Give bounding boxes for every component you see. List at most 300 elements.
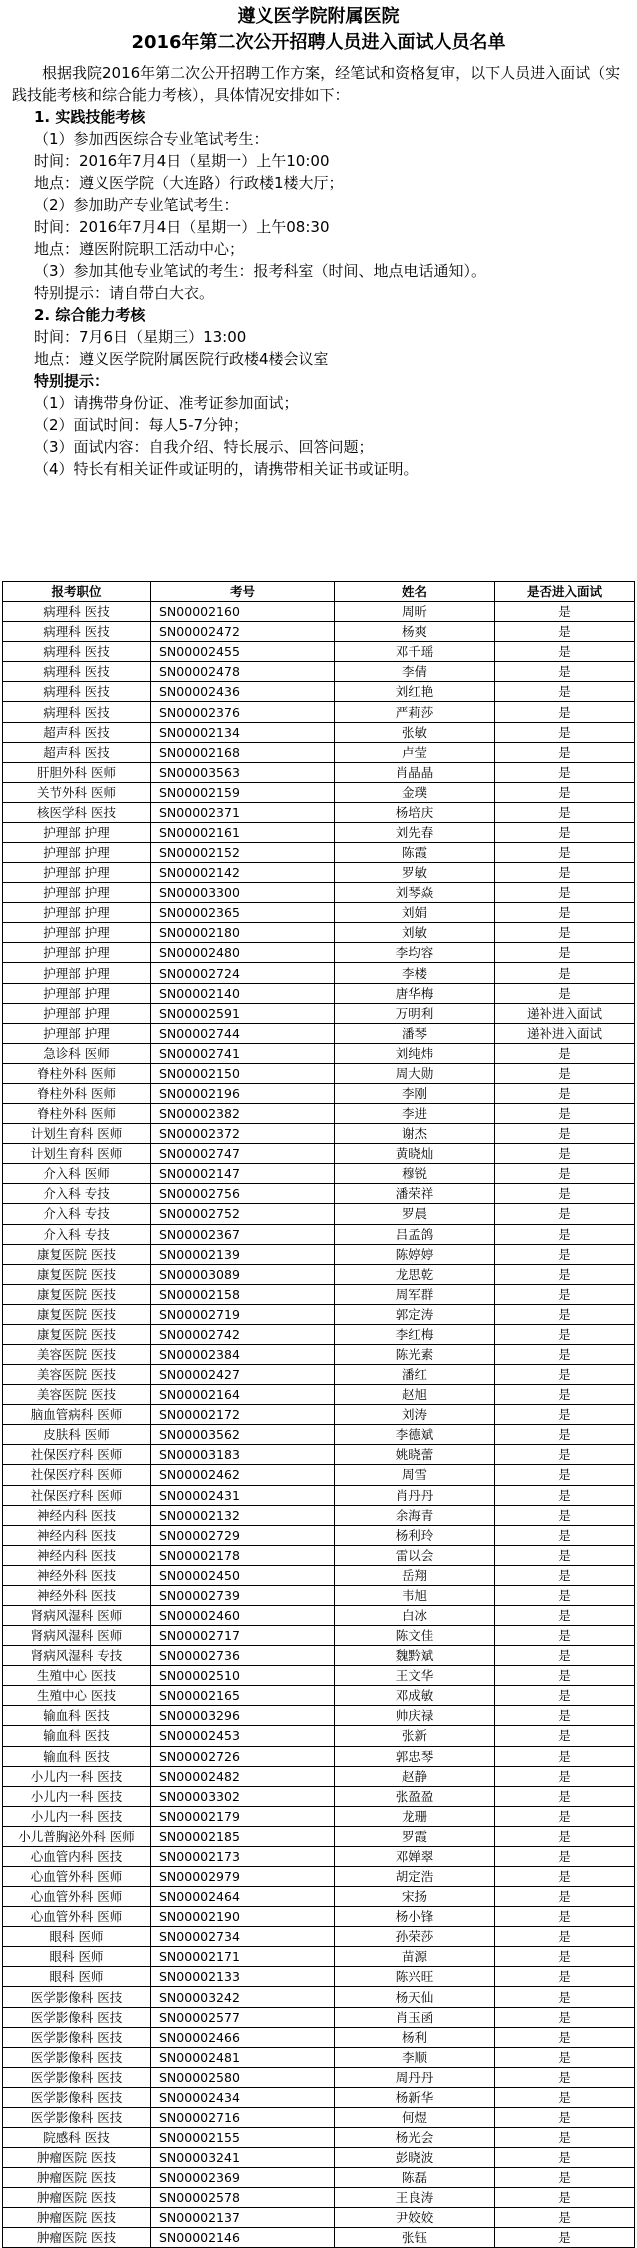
cell-interview-status: 是 — [495, 1043, 635, 1063]
cell-position: 急诊科 医师 — [3, 1043, 151, 1063]
cell-interview-status: 是 — [495, 1465, 635, 1485]
cell-name: 何煜 — [335, 2107, 495, 2127]
table-row — [3, 1204, 635, 1224]
document-title: 遵义医学院附属医院 — [237, 6, 400, 27]
cell-position: 护理部 护理 — [3, 863, 151, 883]
cell-exam-number: SN00002480 — [151, 943, 335, 963]
table-row — [3, 2047, 635, 2067]
table-row — [3, 1726, 635, 1746]
cell-name: 苗源 — [335, 1947, 495, 1967]
candidate-table — [2, 581, 635, 2248]
cell-interview-status: 是 — [495, 1244, 635, 1264]
table-row — [3, 883, 635, 903]
table-row — [3, 1585, 635, 1605]
table-row — [3, 1826, 635, 1846]
cell-position: 输血科 医技 — [3, 1706, 151, 1726]
cell-interview-status: 是 — [495, 1987, 635, 2007]
table-row — [3, 702, 635, 722]
table-row — [3, 762, 635, 782]
cell-position: 计划生育科 医师 — [3, 1124, 151, 1144]
section1-line: （2）参加助产专业笔试考生： — [34, 196, 239, 214]
table-row — [3, 2228, 635, 2248]
cell-interview-status: 是 — [495, 1867, 635, 1887]
cell-interview-status: 是 — [495, 782, 635, 802]
table-row — [3, 843, 635, 863]
cell-exam-number: SN00002164 — [151, 1385, 335, 1405]
section2-heading: 2. 综合能力考核 — [34, 306, 146, 324]
cell-name: 郭定涛 — [335, 1304, 495, 1324]
cell-interview-status: 是 — [495, 1806, 635, 1826]
cell-exam-number: SN00002158 — [151, 1284, 335, 1304]
cell-position: 脊柱外科 医师 — [3, 1083, 151, 1103]
cell-position: 护理部 护理 — [3, 903, 151, 923]
cell-position: 护理部 护理 — [3, 843, 151, 863]
cell-exam-number: SN00002171 — [151, 1947, 335, 1967]
cell-interview-status: 是 — [495, 802, 635, 822]
cell-position: 小儿内一科 医技 — [3, 1786, 151, 1806]
cell-name: 李楼 — [335, 963, 495, 983]
cell-exam-number: SN00002147 — [151, 1164, 335, 1184]
cell-position: 医学影像科 医技 — [3, 2007, 151, 2027]
section1-line: 特别提示：请自带白大衣。 — [34, 284, 215, 302]
cell-name: 雷以会 — [335, 1545, 495, 1565]
cell-exam-number: SN00002185 — [151, 1826, 335, 1846]
cell-position: 眼科 医师 — [3, 1967, 151, 1987]
cell-name: 周昕 — [335, 602, 495, 622]
cell-interview-status: 是 — [495, 2007, 635, 2027]
cell-interview-status: 是 — [495, 1104, 635, 1124]
cell-name: 刘红艳 — [335, 682, 495, 702]
header-position: 报考职位 — [3, 582, 151, 602]
cell-name: 韦旭 — [335, 1585, 495, 1605]
cell-exam-number: SN00002752 — [151, 1204, 335, 1224]
cell-name: 王良涛 — [335, 2188, 495, 2208]
cell-name: 张盈盈 — [335, 1786, 495, 1806]
cell-interview-status: 是 — [495, 2148, 635, 2168]
cell-name: 姚晓蕾 — [335, 1445, 495, 1465]
cell-position: 生殖中心 医技 — [3, 1686, 151, 1706]
cell-exam-number: SN00002578 — [151, 2188, 335, 2208]
cell-interview-status: 是 — [495, 1324, 635, 1344]
table-row — [3, 1686, 635, 1706]
cell-position: 病理科 医技 — [3, 622, 151, 642]
table-row — [3, 1806, 635, 1826]
cell-interview-status: 是 — [495, 903, 635, 923]
table-row — [3, 1144, 635, 1164]
cell-interview-status: 是 — [495, 883, 635, 903]
cell-exam-number: SN00003302 — [151, 1786, 335, 1806]
cell-exam-number: SN00002431 — [151, 1485, 335, 1505]
cell-interview-status: 是 — [495, 602, 635, 622]
cell-interview-status: 递补进入面试 — [495, 1023, 635, 1043]
table-row — [3, 863, 635, 883]
cell-position: 神经外科 医技 — [3, 1565, 151, 1585]
cell-position: 肿瘤医院 医技 — [3, 2228, 151, 2248]
cell-exam-number: SN00002139 — [151, 1244, 335, 1264]
cell-exam-number: SN00002436 — [151, 682, 335, 702]
cell-exam-number: SN00002133 — [151, 1967, 335, 1987]
section1-line: 地点：遵医附院职工活动中心； — [34, 240, 245, 258]
cell-name: 李德斌 — [335, 1425, 495, 1445]
cell-interview-status: 是 — [495, 1184, 635, 1204]
cell-interview-status: 是 — [495, 722, 635, 742]
cell-exam-number: SN00002190 — [151, 1907, 335, 1927]
cell-position: 心血管内科 医技 — [3, 1846, 151, 1866]
cell-exam-number: SN00002173 — [151, 1846, 335, 1866]
cell-position: 肾病风湿科 医师 — [3, 1605, 151, 1625]
cell-exam-number: SN00003183 — [151, 1445, 335, 1465]
cell-position: 神经内科 医技 — [3, 1525, 151, 1545]
cell-interview-status: 是 — [495, 1204, 635, 1224]
cell-exam-number: SN00002729 — [151, 1525, 335, 1545]
intro-paragraph — [0, 62, 637, 106]
section1-line: 时间：2016年7月4日（星期一）上午10:00 — [34, 152, 330, 170]
cell-position: 美容医院 医技 — [3, 1344, 151, 1364]
cell-exam-number: SN00002726 — [151, 1746, 335, 1766]
cell-name: 邓婵翠 — [335, 1846, 495, 1866]
cell-interview-status: 是 — [495, 1063, 635, 1083]
cell-position: 病理科 医技 — [3, 642, 151, 662]
table-row — [3, 622, 635, 642]
cell-position: 美容医院 医技 — [3, 1365, 151, 1385]
cell-exam-number: SN00003563 — [151, 762, 335, 782]
cell-position: 肿瘤医院 医技 — [3, 2168, 151, 2188]
section1-line: （1）参加西医综合专业笔试考生： — [34, 130, 269, 148]
cell-position: 社保医疗科 医师 — [3, 1485, 151, 1505]
cell-name: 杨小锋 — [335, 1907, 495, 1927]
cell-name: 肖晶晶 — [335, 762, 495, 782]
notice-line: （4）特长有相关证件或证明的，请携带相关证书或证明。 — [34, 460, 419, 478]
cell-exam-number: SN00002172 — [151, 1405, 335, 1425]
section1-line: 地点：遵义医学院（大连路）行政楼1楼大厅； — [34, 174, 344, 192]
cell-interview-status: 是 — [495, 762, 635, 782]
cell-position: 介入科 专技 — [3, 1224, 151, 1244]
table-row — [3, 1786, 635, 1806]
cell-position: 肿瘤医院 医技 — [3, 2148, 151, 2168]
section2-items — [0, 326, 637, 370]
table-row — [3, 1425, 635, 1445]
cell-name: 李红梅 — [335, 1324, 495, 1344]
table-row — [3, 2027, 635, 2047]
document-subtitle: 2016年第二次公开招聘人员进入面试人员名单 — [131, 32, 506, 53]
cell-exam-number: SN00002742 — [151, 1324, 335, 1344]
table-row — [3, 1003, 635, 1023]
cell-name: 刘琴焱 — [335, 883, 495, 903]
cell-interview-status: 是 — [495, 2027, 635, 2047]
table-row — [3, 1646, 635, 1666]
cell-exam-number: SN00002747 — [151, 1144, 335, 1164]
cell-interview-status: 是 — [495, 1224, 635, 1244]
cell-position: 康复医院 医技 — [3, 1304, 151, 1324]
table-row — [3, 662, 635, 682]
table-row — [3, 2087, 635, 2107]
cell-interview-status: 是 — [495, 1726, 635, 1746]
cell-position: 介入科 专技 — [3, 1204, 151, 1224]
cell-position: 社保医疗科 医师 — [3, 1445, 151, 1465]
notice-items — [0, 392, 637, 480]
cell-name: 陈兴旺 — [335, 1967, 495, 1987]
cell-position: 院感科 医技 — [3, 2128, 151, 2148]
cell-exam-number: SN00002376 — [151, 702, 335, 722]
cell-interview-status: 是 — [495, 662, 635, 682]
cell-name: 胡定浩 — [335, 1867, 495, 1887]
cell-interview-status: 是 — [495, 1646, 635, 1666]
cell-exam-number: SN00002739 — [151, 1585, 335, 1605]
cell-interview-status: 是 — [495, 1344, 635, 1364]
cell-exam-number: SN00002152 — [151, 843, 335, 863]
cell-exam-number: SN00002455 — [151, 642, 335, 662]
table-row — [3, 2208, 635, 2228]
cell-name: 吕孟鸽 — [335, 1224, 495, 1244]
cell-exam-number: SN00002196 — [151, 1083, 335, 1103]
cell-exam-number: SN00002142 — [151, 863, 335, 883]
cell-name: 李倩 — [335, 662, 495, 682]
cell-name: 王文华 — [335, 1666, 495, 1686]
cell-interview-status: 是 — [495, 1907, 635, 1927]
cell-position: 护理部 护理 — [3, 943, 151, 963]
cell-position: 神经外科 医技 — [3, 1585, 151, 1605]
cell-interview-status: 是 — [495, 1284, 635, 1304]
cell-interview-status: 是 — [495, 2067, 635, 2087]
cell-interview-status: 是 — [495, 2128, 635, 2148]
cell-position: 生殖中心 医技 — [3, 1666, 151, 1686]
cell-interview-status: 是 — [495, 1264, 635, 1284]
cell-exam-number: SN00002160 — [151, 602, 335, 622]
cell-exam-number: SN00002464 — [151, 1887, 335, 1907]
cell-name: 黄晓灿 — [335, 1144, 495, 1164]
cell-position: 皮肤科 医师 — [3, 1425, 151, 1445]
cell-interview-status: 是 — [495, 1425, 635, 1445]
table-row — [3, 2107, 635, 2127]
cell-exam-number: SN00002756 — [151, 1184, 335, 1204]
cell-exam-number: SN00003242 — [151, 1987, 335, 2007]
cell-position: 病理科 医技 — [3, 602, 151, 622]
cell-interview-status: 是 — [495, 1826, 635, 1846]
cell-interview-status: 是 — [495, 2107, 635, 2127]
cell-position: 肝胆外科 医师 — [3, 762, 151, 782]
cell-name: 刘纯炜 — [335, 1043, 495, 1063]
table-row — [3, 1465, 635, 1485]
cell-interview-status: 是 — [495, 642, 635, 662]
table-row — [3, 1666, 635, 1686]
cell-interview-status: 是 — [495, 682, 635, 702]
cell-interview-status: 是 — [495, 1485, 635, 1505]
cell-name: 白冰 — [335, 1605, 495, 1625]
cell-position: 超声科 医技 — [3, 722, 151, 742]
table-row — [3, 1706, 635, 1726]
table-row — [3, 2067, 635, 2087]
cell-position: 关节外科 医师 — [3, 782, 151, 802]
cell-name: 邓千瑶 — [335, 642, 495, 662]
cell-name: 刘娟 — [335, 903, 495, 923]
cell-exam-number: SN00002150 — [151, 1063, 335, 1083]
table-row — [3, 983, 635, 1003]
cell-exam-number: SN00002736 — [151, 1646, 335, 1666]
table-row — [3, 822, 635, 842]
cell-interview-status: 是 — [495, 943, 635, 963]
table-row — [3, 1605, 635, 1625]
cell-name: 唐华梅 — [335, 983, 495, 1003]
table-row — [3, 1224, 635, 1244]
cell-position: 护理部 护理 — [3, 883, 151, 903]
table-row — [3, 1344, 635, 1364]
table-row — [3, 1967, 635, 1987]
table-row — [3, 742, 635, 762]
cell-exam-number: SN00002434 — [151, 2087, 335, 2107]
cell-position: 护理部 护理 — [3, 983, 151, 1003]
cell-interview-status: 是 — [495, 1927, 635, 1947]
cell-position: 医学影像科 医技 — [3, 2107, 151, 2127]
cell-interview-status: 是 — [495, 1706, 635, 1726]
cell-name: 陈磊 — [335, 2168, 495, 2188]
cell-position: 介入科 医师 — [3, 1164, 151, 1184]
table-row — [3, 2188, 635, 2208]
cell-exam-number: SN00002460 — [151, 1605, 335, 1625]
cell-interview-status: 是 — [495, 2087, 635, 2107]
table-row — [3, 1545, 635, 1565]
cell-exam-number: SN00002367 — [151, 1224, 335, 1244]
cell-position: 脊柱外科 医师 — [3, 1104, 151, 1124]
cell-name: 张钰 — [335, 2228, 495, 2248]
cell-position: 医学影像科 医技 — [3, 2087, 151, 2107]
cell-position: 病理科 医技 — [3, 702, 151, 722]
cell-interview-status: 是 — [495, 1746, 635, 1766]
table-row — [3, 1525, 635, 1545]
cell-name: 陈文佳 — [335, 1626, 495, 1646]
cell-name: 潘琴 — [335, 1023, 495, 1043]
cell-exam-number: SN00003296 — [151, 1706, 335, 1726]
table-row — [3, 1746, 635, 1766]
cell-interview-status: 是 — [495, 1846, 635, 1866]
cell-name: 帅庆禄 — [335, 1706, 495, 1726]
cell-interview-status: 是 — [495, 702, 635, 722]
table-row — [3, 722, 635, 742]
cell-exam-number: SN00002591 — [151, 1003, 335, 1023]
cell-exam-number: SN00002724 — [151, 963, 335, 983]
cell-exam-number: SN00002466 — [151, 2027, 335, 2047]
cell-position: 输血科 医技 — [3, 1746, 151, 1766]
cell-position: 小儿普胸泌外科 医师 — [3, 1826, 151, 1846]
cell-exam-number: SN00002146 — [151, 2228, 335, 2248]
table-row — [3, 1385, 635, 1405]
table-row — [3, 1867, 635, 1887]
cell-name: 李均容 — [335, 943, 495, 963]
cell-name: 尹姣姣 — [335, 2208, 495, 2228]
cell-exam-number: SN00002427 — [151, 1365, 335, 1385]
cell-exam-number: SN00002159 — [151, 782, 335, 802]
cell-name: 万明利 — [335, 1003, 495, 1023]
cell-exam-number: SN00003562 — [151, 1425, 335, 1445]
table-row — [3, 1324, 635, 1344]
cell-name: 赵旭 — [335, 1385, 495, 1405]
cell-name: 肖丹丹 — [335, 1485, 495, 1505]
section2-line: 地点：遵义医学院附属医院行政楼4楼会议室 — [34, 350, 329, 368]
cell-name: 潘荣祥 — [335, 1184, 495, 1204]
cell-exam-number: SN00002510 — [151, 1666, 335, 1686]
header-exam-number: 考号 — [151, 582, 335, 602]
cell-name: 余海青 — [335, 1505, 495, 1525]
table-row — [3, 963, 635, 983]
cell-exam-number: SN00002481 — [151, 2047, 335, 2067]
cell-exam-number: SN00002478 — [151, 662, 335, 682]
cell-interview-status: 是 — [495, 2228, 635, 2248]
cell-position: 心血管外科 医师 — [3, 1867, 151, 1887]
cell-position: 医学影像科 医技 — [3, 2027, 151, 2047]
cell-interview-status: 是 — [495, 963, 635, 983]
cell-name: 严莉莎 — [335, 702, 495, 722]
table-row — [3, 1485, 635, 1505]
cell-position: 脊柱外科 医师 — [3, 1063, 151, 1083]
cell-position: 神经内科 医技 — [3, 1505, 151, 1525]
table-row — [3, 1164, 635, 1184]
cell-exam-number: SN00002161 — [151, 822, 335, 842]
cell-interview-status: 是 — [495, 1365, 635, 1385]
cell-interview-status: 是 — [495, 1887, 635, 1907]
cell-interview-status: 是 — [495, 1545, 635, 1565]
cell-interview-status: 是 — [495, 1144, 635, 1164]
table-row — [3, 1184, 635, 1204]
table-row — [3, 1766, 635, 1786]
cell-position: 肾病风湿科 专技 — [3, 1646, 151, 1666]
notice-heading: 特别提示： — [34, 372, 110, 390]
cell-name: 周军群 — [335, 1284, 495, 1304]
cell-name: 周雪 — [335, 1465, 495, 1485]
cell-name: 孙荣莎 — [335, 1927, 495, 1947]
cell-exam-number: SN00002741 — [151, 1043, 335, 1063]
table-row — [3, 1284, 635, 1304]
table-row — [3, 1043, 635, 1063]
table-row — [3, 2128, 635, 2148]
table-header-row — [3, 582, 635, 602]
table-row — [3, 782, 635, 802]
cell-interview-status: 是 — [495, 622, 635, 642]
cell-position: 神经内科 医技 — [3, 1545, 151, 1565]
cell-position: 超声科 医技 — [3, 742, 151, 762]
cell-exam-number: SN00002734 — [151, 1927, 335, 1947]
cell-name: 陈光素 — [335, 1344, 495, 1364]
cell-interview-status: 是 — [495, 1786, 635, 1806]
cell-name: 张新 — [335, 1726, 495, 1746]
cell-exam-number: SN00003300 — [151, 883, 335, 903]
cell-name: 卢莹 — [335, 742, 495, 762]
table-row — [3, 1104, 635, 1124]
cell-position: 眼科 医师 — [3, 1927, 151, 1947]
table-row — [3, 2007, 635, 2027]
cell-name: 罗敏 — [335, 863, 495, 883]
table-row — [3, 1927, 635, 1947]
cell-name: 金璞 — [335, 782, 495, 802]
cell-interview-status: 是 — [495, 1605, 635, 1625]
cell-position: 肾病风湿科 医师 — [3, 1626, 151, 1646]
cell-name: 周大勋 — [335, 1063, 495, 1083]
cell-name: 罗霞 — [335, 1826, 495, 1846]
cell-position: 计划生育科 医师 — [3, 1144, 151, 1164]
cell-position: 护理部 护理 — [3, 822, 151, 842]
table-row — [3, 1023, 635, 1043]
cell-position: 康复医院 医技 — [3, 1284, 151, 1304]
table-row — [3, 1907, 635, 1927]
cell-name: 杨新华 — [335, 2087, 495, 2107]
cell-exam-number: SN00002180 — [151, 923, 335, 943]
cell-exam-number: SN00002371 — [151, 802, 335, 822]
table-row — [3, 2148, 635, 2168]
cell-interview-status: 是 — [495, 1304, 635, 1324]
cell-position: 护理部 护理 — [3, 923, 151, 943]
cell-position: 康复医院 医技 — [3, 1264, 151, 1284]
cell-name: 杨利 — [335, 2027, 495, 2047]
cell-exam-number: SN00003241 — [151, 2148, 335, 2168]
cell-position: 输血科 医技 — [3, 1726, 151, 1746]
